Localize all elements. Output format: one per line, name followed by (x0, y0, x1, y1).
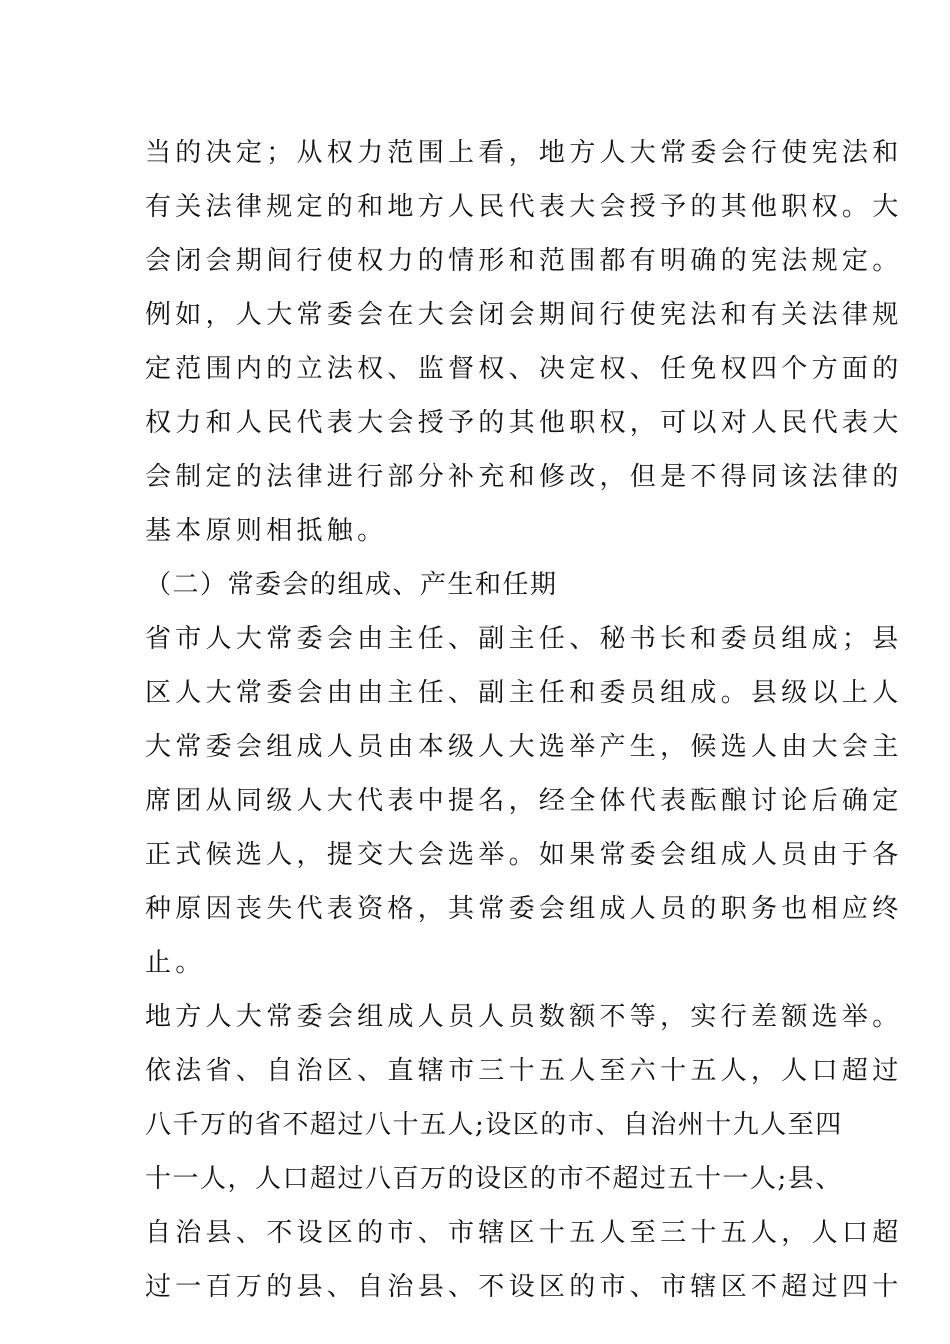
text-line: 十一人，人口超过八百万的设区的市不超过五十一人;县、 (145, 1164, 843, 1194)
text-line: 基本原则相抵触。 (145, 516, 388, 546)
text-line: 会闭会期间行使权力的情形和范围都有明确的宪法规定。 (145, 246, 903, 276)
section-heading: （二）常委会的组成、产生和任期 (145, 570, 558, 600)
body-text (145, 126, 903, 1314)
text-line: 大常委会组成人员由本级人大选举产生，候选人由大会主 (145, 732, 903, 762)
text-line: 例如，人大常委会在大会闭会期间行使宪法和有关法律规 (145, 300, 903, 330)
text-line: 过一百万的县、自治县、不设区的市、市辖区不超过四十 (145, 1272, 903, 1302)
text-line: 种原因丧失代表资格，其常委会组成人员的职务也相应终 (145, 894, 903, 924)
text-line: 正式候选人，提交大会选举。如果常委会组成人员由于各 (145, 840, 903, 870)
text-line: 区人大常委会由由主任、副主任和委员组成。县级以上人 (145, 678, 903, 708)
text-line: 自治县、不设区的市、市辖区十五人至三十五人，人口超 (145, 1218, 903, 1248)
text-line: 依法省、自治区、直辖市三十五人至六十五人，人口超过 (145, 1056, 903, 1086)
text-line: 会制定的法律进行部分补充和修改，但是不得同该法律的 (145, 462, 903, 492)
text-line: 定范围内的立法权、监督权、决定权、任免权四个方面的 (145, 354, 903, 384)
text-line: 席团从同级人大代表中提名，经全体代表酝酿讨论后确定 (145, 786, 903, 816)
text-line: 权力和人民代表大会授予的其他职权，可以对人民代表大 (145, 408, 903, 438)
text-line: 八千万的省不超过八十五人;设区的市、自治州十九人至四 (145, 1110, 843, 1140)
text-line: 有关法律规定的和地方人民代表大会授予的其他职权。大 (145, 192, 903, 222)
text-line: 省市人大常委会由主任、副主任、秘书长和委员组成；县 (145, 624, 903, 654)
text-line: 止。 (145, 948, 206, 978)
text-line: 地方人大常委会组成人员人员数额不等，实行差额选举。 (145, 1002, 903, 1032)
text-line: 当的决定；从权力范围上看，地方人大常委会行使宪法和 (145, 138, 903, 168)
